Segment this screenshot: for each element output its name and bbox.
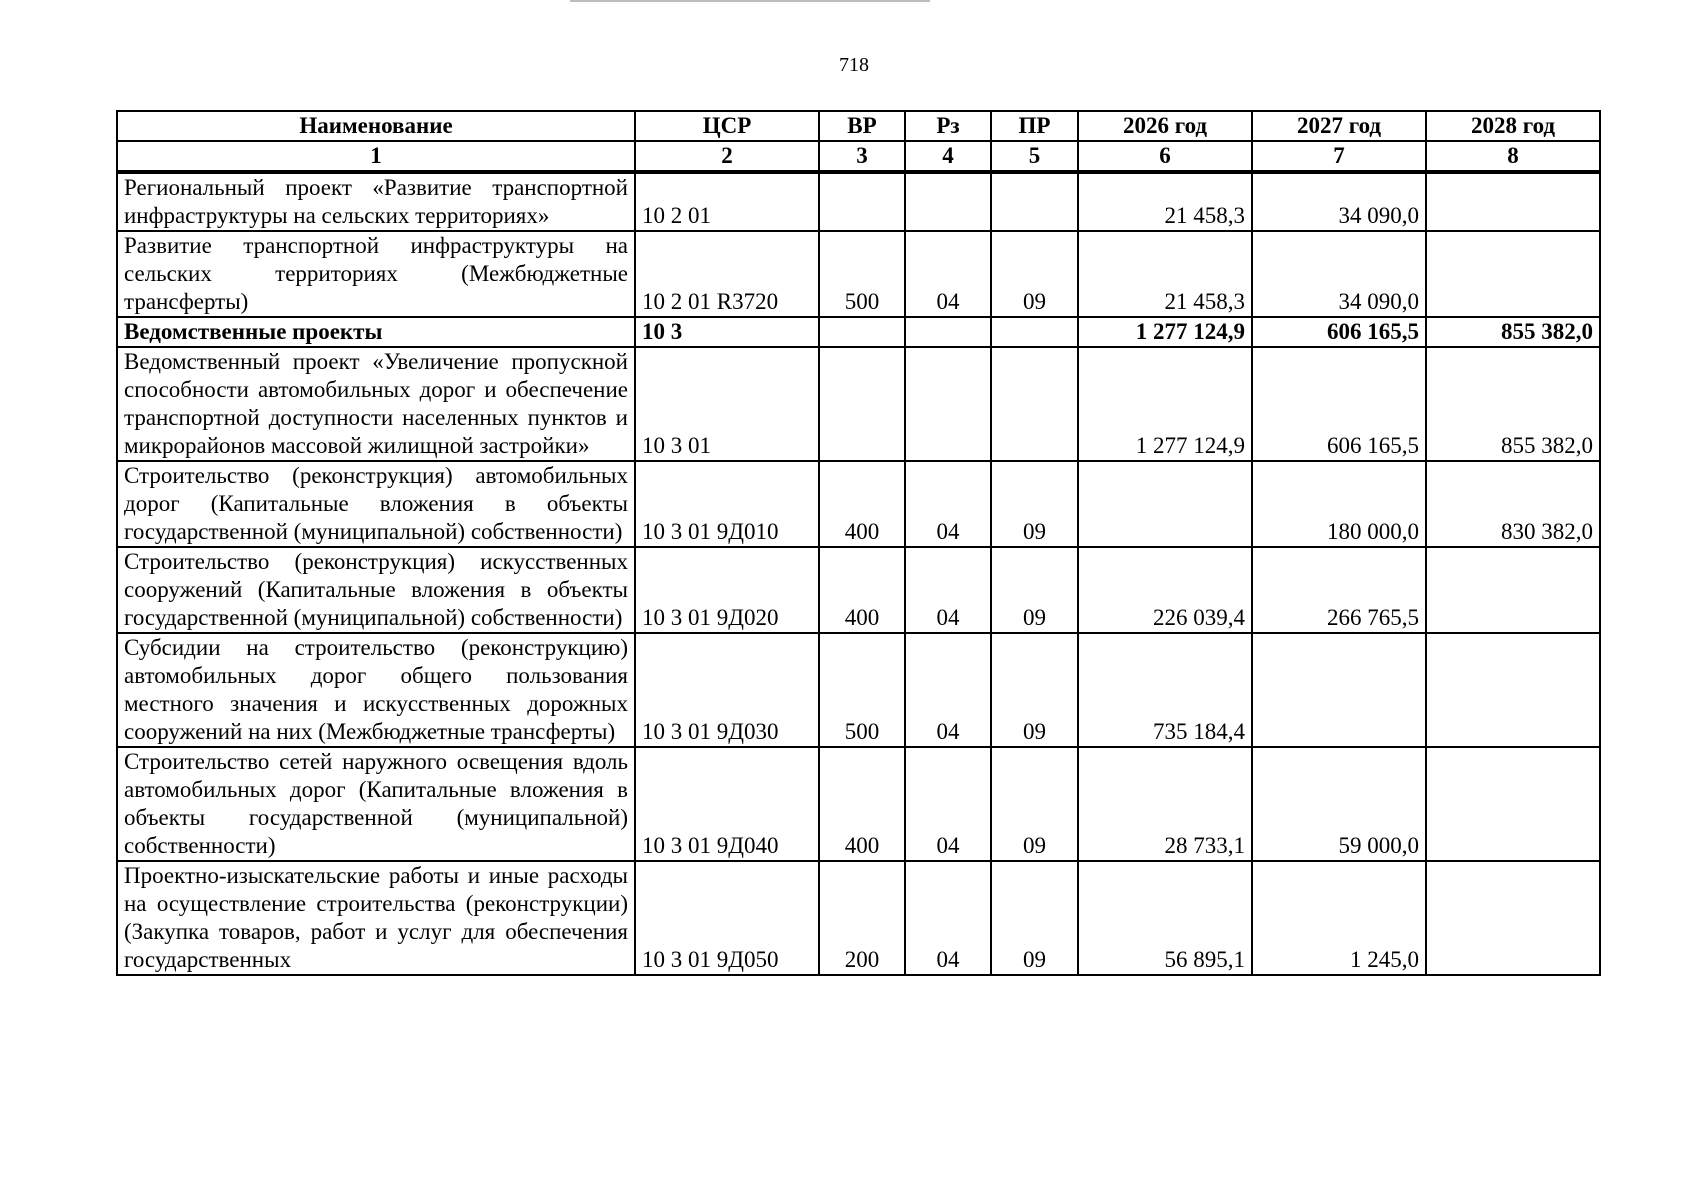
row-csr: 10 3 01 bbox=[635, 347, 819, 461]
row-name: Проектно-изыскательские работы и иные расходы на осуществление строительства (реконструкции) (Закупка товаров, работ и услуг для обеспечения государственных bbox=[117, 861, 635, 975]
row-name: Ведомственные проекты bbox=[117, 317, 635, 347]
row-rz: 04 bbox=[905, 461, 991, 547]
row-csr: 10 3 01 9Д030 bbox=[635, 633, 819, 747]
row-2026: 21 458,3 bbox=[1078, 231, 1252, 317]
budget-table bbox=[116, 110, 1601, 976]
row-vr bbox=[819, 317, 905, 347]
row-rz: 04 bbox=[905, 231, 991, 317]
row-2028: 855 382,0 bbox=[1426, 347, 1600, 461]
row-2028: 855 382,0 bbox=[1426, 317, 1600, 347]
column-index: 5 bbox=[991, 141, 1078, 172]
row-pr bbox=[991, 172, 1078, 231]
row-pr: 09 bbox=[991, 861, 1078, 975]
column-index: 4 bbox=[905, 141, 991, 172]
row-csr: 10 3 bbox=[635, 317, 819, 347]
row-name: Строительство (реконструкция) автомобильных дорог (Капитальные вложения в объекты государственной (муниципальной) собственности) bbox=[117, 461, 635, 547]
row-rz bbox=[905, 172, 991, 231]
header-vr: ВР bbox=[819, 111, 905, 141]
row-name: Субсидии на строительство (реконструкцию) автомобильных дорог общего пользования местного значения и искусственных дорожных сооружений на них (Межбюджетные трансферты) bbox=[117, 633, 635, 747]
row-vr: 400 bbox=[819, 747, 905, 861]
row-2026: 1 277 124,9 bbox=[1078, 347, 1252, 461]
row-pr: 09 bbox=[991, 747, 1078, 861]
row-2027: 180 000,0 bbox=[1252, 461, 1426, 547]
row-2026: 226 039,4 bbox=[1078, 547, 1252, 633]
row-2026: 21 458,3 bbox=[1078, 172, 1252, 231]
header-name: Наименование bbox=[117, 111, 635, 141]
row-rz: 04 bbox=[905, 633, 991, 747]
table-row bbox=[117, 461, 1600, 547]
row-vr bbox=[819, 172, 905, 231]
row-csr: 10 3 01 9Д010 bbox=[635, 461, 819, 547]
row-2027: 59 000,0 bbox=[1252, 747, 1426, 861]
row-2026: 56 895,1 bbox=[1078, 861, 1252, 975]
row-vr: 500 bbox=[819, 633, 905, 747]
column-index: 7 bbox=[1252, 141, 1426, 172]
row-2026 bbox=[1078, 461, 1252, 547]
row-csr: 10 3 01 9Д050 bbox=[635, 861, 819, 975]
row-2026: 735 184,4 bbox=[1078, 633, 1252, 747]
column-index: 3 bbox=[819, 141, 905, 172]
table-row bbox=[117, 633, 1600, 747]
row-rz bbox=[905, 347, 991, 461]
header-2026: 2026 год bbox=[1078, 111, 1252, 141]
row-csr: 10 3 01 9Д040 bbox=[635, 747, 819, 861]
row-rz: 04 bbox=[905, 747, 991, 861]
table-row bbox=[117, 861, 1600, 975]
row-rz: 04 bbox=[905, 861, 991, 975]
table-row bbox=[117, 317, 1600, 347]
row-pr bbox=[991, 347, 1078, 461]
row-pr: 09 bbox=[991, 461, 1078, 547]
row-csr: 10 2 01 R3720 bbox=[635, 231, 819, 317]
row-2027: 34 090,0 bbox=[1252, 172, 1426, 231]
header-rz: Рз bbox=[905, 111, 991, 141]
table-row bbox=[117, 231, 1600, 317]
row-2028 bbox=[1426, 547, 1600, 633]
column-index: 2 bbox=[635, 141, 819, 172]
row-vr: 200 bbox=[819, 861, 905, 975]
row-2026: 1 277 124,9 bbox=[1078, 317, 1252, 347]
header-row bbox=[117, 111, 1600, 141]
row-name: Развитие транспортной инфраструктуры на сельских территориях (Межбюджетные трансферты) bbox=[117, 231, 635, 317]
row-vr: 400 bbox=[819, 547, 905, 633]
row-2027: 266 765,5 bbox=[1252, 547, 1426, 633]
column-index: 8 bbox=[1426, 141, 1600, 172]
header-2027: 2027 год bbox=[1252, 111, 1426, 141]
column-index: 6 bbox=[1078, 141, 1252, 172]
row-2028 bbox=[1426, 861, 1600, 975]
row-vr bbox=[819, 347, 905, 461]
row-vr: 400 bbox=[819, 461, 905, 547]
row-2028 bbox=[1426, 633, 1600, 747]
row-2027: 606 165,5 bbox=[1252, 317, 1426, 347]
column-index: 1 bbox=[117, 141, 635, 172]
row-2026: 28 733,1 bbox=[1078, 747, 1252, 861]
row-pr bbox=[991, 317, 1078, 347]
row-2028 bbox=[1426, 747, 1600, 861]
table-row bbox=[117, 172, 1600, 231]
row-2027 bbox=[1252, 633, 1426, 747]
top-rule bbox=[570, 0, 930, 2]
row-name: Строительство сетей наружного освещения вдоль автомобильных дорог (Капитальные вложения в объекты государственной (муниципальной) собственности) bbox=[117, 747, 635, 861]
row-2028 bbox=[1426, 172, 1600, 231]
table-row bbox=[117, 547, 1600, 633]
row-csr: 10 2 01 bbox=[635, 172, 819, 231]
table-row bbox=[117, 747, 1600, 861]
row-2028: 830 382,0 bbox=[1426, 461, 1600, 547]
page-number: 718 bbox=[839, 54, 869, 76]
header-csr: ЦСР bbox=[635, 111, 819, 141]
row-csr: 10 3 01 9Д020 bbox=[635, 547, 819, 633]
row-2027: 34 090,0 bbox=[1252, 231, 1426, 317]
row-rz: 04 bbox=[905, 547, 991, 633]
header-2028: 2028 год bbox=[1426, 111, 1600, 141]
row-2028 bbox=[1426, 231, 1600, 317]
row-pr: 09 bbox=[991, 633, 1078, 747]
row-rz bbox=[905, 317, 991, 347]
row-2027: 606 165,5 bbox=[1252, 347, 1426, 461]
row-vr: 500 bbox=[819, 231, 905, 317]
row-pr: 09 bbox=[991, 231, 1078, 317]
row-name: Ведомственный проект «Увеличение пропускной способности автомобильных дорог и обеспечение транспортной доступности населенных пунктов и микрорайонов массовой жилищной застройки» bbox=[117, 347, 635, 461]
row-2027: 1 245,0 bbox=[1252, 861, 1426, 975]
row-name: Региональный проект «Развитие транспортной инфраструктуры на сельских территориях» bbox=[117, 172, 635, 231]
row-pr: 09 bbox=[991, 547, 1078, 633]
table-row bbox=[117, 347, 1600, 461]
column-index-row bbox=[117, 141, 1600, 172]
row-name: Строительство (реконструкция) искусственных сооружений (Капитальные вложения в объекты государственной (муниципальной) собственности) bbox=[117, 547, 635, 633]
header-pr: ПР bbox=[991, 111, 1078, 141]
